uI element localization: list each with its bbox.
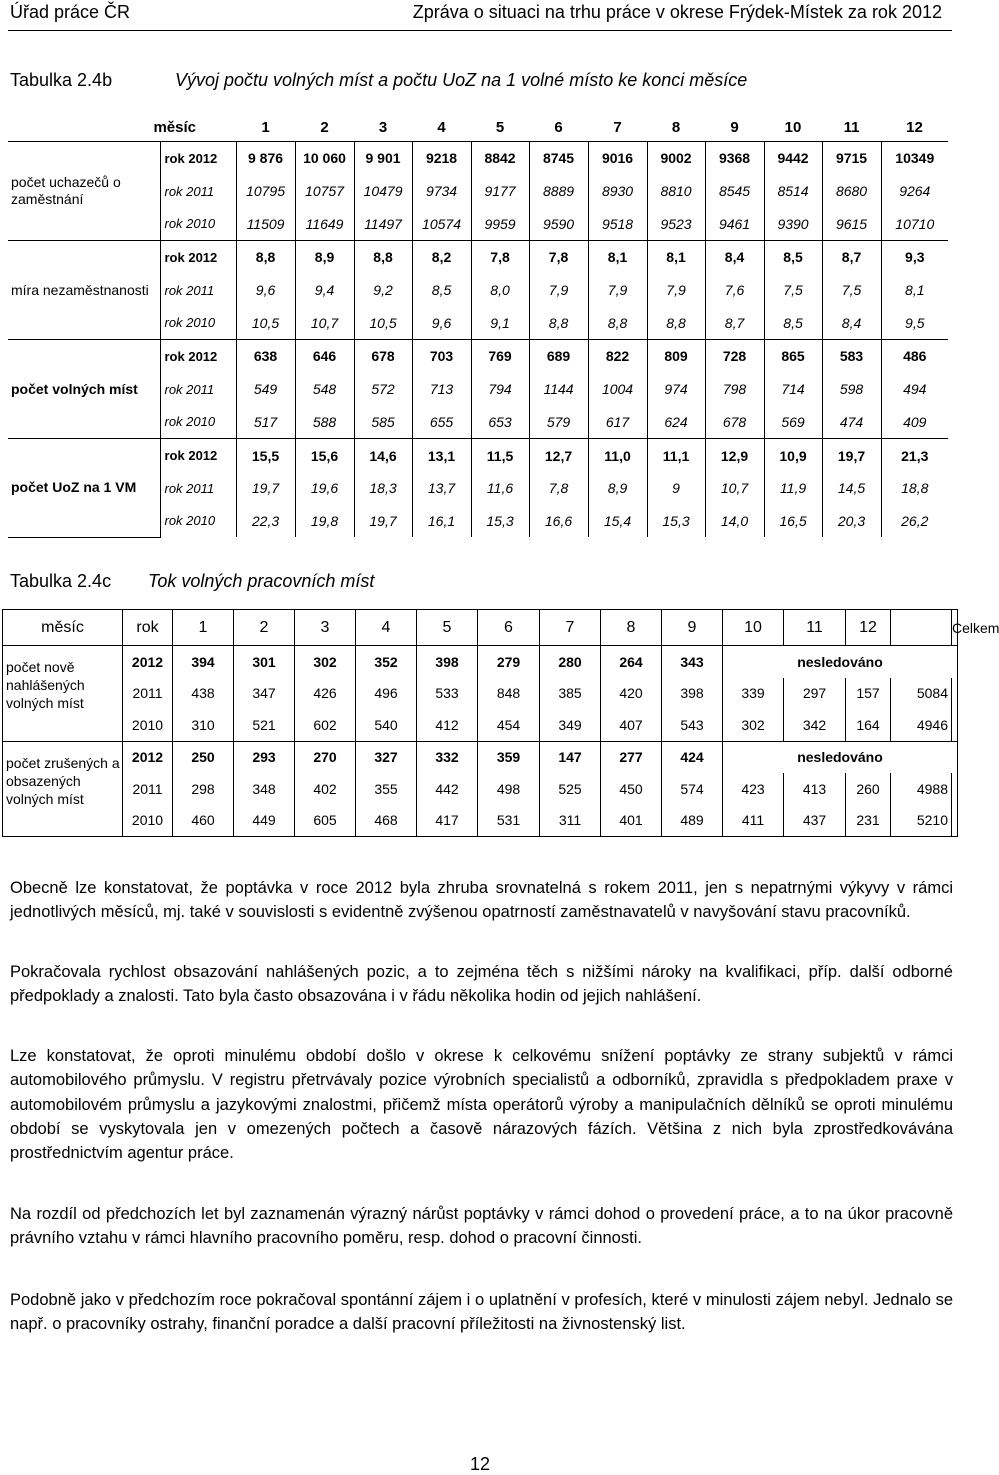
table-cell: 8,4 xyxy=(705,241,764,274)
table-cell: 449 xyxy=(234,805,295,837)
table-cell: 279 xyxy=(478,646,540,678)
table-cell: 8,1 xyxy=(905,282,925,299)
table-cell: 588 xyxy=(295,406,354,439)
total-cell: 4946 xyxy=(891,709,952,741)
not-tracked-note: nesledováno xyxy=(723,741,958,773)
table-cell: 270 xyxy=(295,741,356,773)
table-cell: 678 xyxy=(354,340,412,373)
table-cell: 10,5 xyxy=(236,306,295,339)
year-label: rok 2012 xyxy=(160,340,236,373)
table-cell: 164 xyxy=(846,709,891,741)
table-cell: 494 xyxy=(903,381,927,398)
header-gap xyxy=(891,610,952,646)
table-cell: 8,8 xyxy=(529,306,588,339)
table-cell: 311 xyxy=(540,805,601,837)
table-cell: 9218 xyxy=(412,142,471,175)
table-cell: 11,1 xyxy=(647,439,705,472)
month-col-header: 10 xyxy=(723,610,784,646)
table-cell: 409 xyxy=(903,413,927,430)
month-col-header: 3 xyxy=(295,610,356,646)
month-col-header: 7 xyxy=(588,113,647,142)
not-tracked-note: nesledováno xyxy=(797,653,883,670)
table-cell: 302 xyxy=(295,646,356,678)
table-cell: 250 xyxy=(173,741,234,773)
table-cell: 496 xyxy=(356,678,417,710)
table-cell: 26,2 xyxy=(901,512,929,529)
table-cell: 401 xyxy=(601,805,662,837)
table-cell: 974 xyxy=(647,373,705,406)
table-4c-caption xyxy=(10,571,950,595)
month-col-header: 5 xyxy=(471,113,529,142)
table-row xyxy=(8,142,948,175)
table-cell: 15,5 xyxy=(236,439,295,472)
table-cell: 385 xyxy=(540,678,601,710)
table-cell: 7,8 xyxy=(471,241,529,274)
table-row xyxy=(3,773,958,805)
table-cell: 8,2 xyxy=(412,241,471,274)
table-row xyxy=(8,340,948,373)
table-cell: 714 xyxy=(764,373,822,406)
table-cell: 264 xyxy=(601,646,662,678)
table-cell: 8,0 xyxy=(471,274,529,307)
table-cell: 517 xyxy=(236,406,295,439)
table-cell: 525 xyxy=(540,773,601,805)
year-label: rok 2012 xyxy=(160,439,236,472)
year-label: rok 2010 xyxy=(160,505,236,538)
table-cell: 9177 xyxy=(471,175,529,208)
table-cell: 18,3 xyxy=(354,472,412,505)
year-label: 2010 xyxy=(123,805,173,837)
table-row xyxy=(3,709,958,741)
table-cell: 359 xyxy=(478,741,540,773)
table-cell: 9734 xyxy=(412,175,471,208)
month-col-header: 6 xyxy=(478,610,540,646)
table-cell: 9002 xyxy=(647,142,705,175)
table-cell: 574 xyxy=(662,773,723,805)
table-cell: 298 xyxy=(173,773,234,805)
table-cell: 7,6 xyxy=(705,274,764,307)
table-cell: 678 xyxy=(705,406,764,439)
total-cell: 4988 xyxy=(891,773,952,805)
table-cell: 14,5 xyxy=(822,472,881,505)
table-cell: 19,6 xyxy=(295,472,354,505)
table-cell: 9959 xyxy=(471,207,529,240)
table-cell: 343 xyxy=(662,646,723,678)
month-col-header: 5 xyxy=(417,610,478,646)
table-cell: 442 xyxy=(417,773,478,805)
table-cell: 653 xyxy=(471,406,529,439)
table-cell: 438 xyxy=(173,678,234,710)
table-cell: 10,7 xyxy=(705,472,764,505)
table-cell: 420 xyxy=(601,678,662,710)
header-right: Zpráva o situaci na trhu práce v okrese Frýdek-Místek za rok 2012 xyxy=(412,2,942,22)
table-cell: 8,5 xyxy=(764,241,822,274)
table-cell: 822 xyxy=(588,340,647,373)
table-cell: 16,5 xyxy=(764,505,822,538)
table-cell: 8,1 xyxy=(588,241,647,274)
table-cell: 8,1 xyxy=(647,241,705,274)
table-cell: 12,7 xyxy=(529,439,588,472)
table-cell: 498 xyxy=(478,773,540,805)
table-cell: 10349 xyxy=(881,142,948,175)
year-label: rok 2010 xyxy=(160,207,236,240)
table-cell: 10479 xyxy=(354,175,412,208)
table-4b-title: Vývoj počtu volných míst a počtu UoZ na 1 volné místo ke konci měsíce xyxy=(175,70,748,90)
table-cell: 15,4 xyxy=(588,505,647,538)
year-label: 2010 xyxy=(123,709,173,741)
table-cell: 157 xyxy=(846,678,891,710)
total-cell: 5084 xyxy=(891,678,952,710)
table-cell: 486 xyxy=(881,340,948,373)
table-cell: 302 xyxy=(723,709,784,741)
table-cell: 19,7 xyxy=(236,472,295,505)
table-cell: 703 xyxy=(412,340,471,373)
month-col-header: 2 xyxy=(295,113,354,142)
row-group-label: počet uchazečů o zaměstnání xyxy=(8,142,160,241)
table-cell: 9390 xyxy=(764,207,822,240)
page-number: 12 xyxy=(469,1454,491,1474)
total-header: Celkem xyxy=(952,610,958,646)
year-label: rok 2011 xyxy=(160,274,236,307)
month-col-header: 9 xyxy=(705,113,764,142)
table-cell: 15,6 xyxy=(295,439,354,472)
table-cell: 7,8 xyxy=(529,241,588,274)
table-cell: 9,2 xyxy=(354,274,412,307)
table-cell: 15,3 xyxy=(471,505,529,538)
table-cell: 9 xyxy=(647,472,705,505)
year-label: rok 2011 xyxy=(160,175,236,208)
table-cell: 713 xyxy=(412,373,471,406)
table-cell: 19,7 xyxy=(822,439,881,472)
year-label: rok 2011 xyxy=(160,472,236,505)
table-cell: 655 xyxy=(412,406,471,439)
table-cell: 624 xyxy=(647,406,705,439)
table-cell: 411 xyxy=(723,805,784,837)
table-cell: 8,7 xyxy=(822,241,881,274)
table-cell: 417 xyxy=(417,805,478,837)
month-col-header: 12 xyxy=(881,113,948,142)
year-label: rok 2010 xyxy=(160,406,236,439)
table-cell: 521 xyxy=(234,709,295,741)
table-cell: 10710 xyxy=(895,215,935,232)
month-col-header: 2 xyxy=(234,610,295,646)
paragraph: Na rozdíl od předchozích let byl zaznamenán výrazný nárůst poptávky v rámci dohod o provedení práce, a to na úkor pracovně právního vztahu v rámci hlavního pracovního poměru, resp. dohod o pracovní činnosti. xyxy=(10,1205,953,1248)
table-cell: 11497 xyxy=(354,207,412,240)
table-cell: 327 xyxy=(356,741,417,773)
table-cell: 10574 xyxy=(412,207,471,240)
table-4c xyxy=(2,609,999,837)
table-cell: 15,3 xyxy=(647,505,705,538)
table-cell: 11,5 xyxy=(471,439,529,472)
table-cell: 689 xyxy=(529,340,588,373)
table-cell: 339 xyxy=(723,678,784,710)
table-cell: 231 xyxy=(846,805,891,837)
paragraph: Obecně lze konstatovat, že poptávka v roce 2012 byla zhruba srovnatelná s rokem 2011, jen s nepatrnými výkyvy v rámci jednotlivých měsíců, mj. také v souvislosti s evidentně zvýšenou opatrností zaměstnavatelů v navyšování stavu pracovníků. xyxy=(10,879,953,922)
month-col-header: 3 xyxy=(354,113,412,142)
table-4b-label: Tabulka 2.4b xyxy=(10,70,113,90)
table-cell: 533 xyxy=(417,678,478,710)
month-col-header: 6 xyxy=(529,113,588,142)
table-cell: 9368 xyxy=(705,142,764,175)
month-col-header: 11 xyxy=(822,113,881,142)
year-label: 2011 xyxy=(123,678,173,710)
table-cell: 332 xyxy=(417,741,478,773)
table-cell: 8745 xyxy=(529,142,588,175)
table-cell: 8,9 xyxy=(588,472,647,505)
table-cell: 423 xyxy=(723,773,784,805)
table-cell: 489 xyxy=(662,805,723,837)
table-cell: 8,8 xyxy=(354,241,412,274)
row-group-label: počet nově nahlášených volných míst xyxy=(3,646,123,742)
table-cell: 569 xyxy=(764,406,822,439)
table-4b xyxy=(8,113,948,538)
year-label: 2012 xyxy=(123,741,173,773)
table-row xyxy=(8,241,948,274)
table-cell: 14,0 xyxy=(705,505,764,538)
table-row xyxy=(8,439,948,472)
table-cell: 7,9 xyxy=(529,274,588,307)
table-cell: 9615 xyxy=(822,207,881,240)
table-cell: 8,5 xyxy=(764,306,822,339)
table-cell: 8842 xyxy=(471,142,529,175)
table-cell: 9,6 xyxy=(236,274,295,307)
table-cell: 572 xyxy=(354,373,412,406)
month-col-header: 10 xyxy=(764,113,822,142)
table-4c-title: Tok volných pracovních míst xyxy=(148,571,375,591)
table-cell: 22,3 xyxy=(236,505,295,538)
table-cell: 10795 xyxy=(236,175,295,208)
table-cell: 424 xyxy=(662,741,723,773)
table-row xyxy=(3,741,958,773)
month-col-header: 8 xyxy=(647,113,705,142)
table-cell: 352 xyxy=(356,646,417,678)
table-cell: 9264 xyxy=(899,183,931,200)
month-col-header: 7 xyxy=(540,610,601,646)
table-cell: 18,8 xyxy=(901,480,929,497)
table-cell: 10 060 xyxy=(295,142,354,175)
table-cell: 407 xyxy=(601,709,662,741)
table-cell: 8889 xyxy=(529,175,588,208)
table-cell: 402 xyxy=(295,773,356,805)
table-cell: 310 xyxy=(173,709,234,741)
table-cell: 549 xyxy=(236,373,295,406)
table-cell: 579 xyxy=(529,406,588,439)
table-cell: 19,7 xyxy=(354,505,412,538)
paragraph: Pokračovala rychlost obsazování nahlášených pozic, a to zejména těch s nižšími nároky na kvalifikaci, příp. další odborné předpoklady a znalosti. Tato byla často obsazována i v řádu několika hodin od jejich nahlášení. xyxy=(10,963,953,1006)
table-cell: 8545 xyxy=(705,175,764,208)
table-cell: 11,6 xyxy=(471,472,529,505)
table-cell: 9,5 xyxy=(905,314,925,331)
table-cell: 394 xyxy=(173,646,234,678)
table-cell: 8,8 xyxy=(588,306,647,339)
table-cell: 10,9 xyxy=(764,439,822,472)
month-col-header: 9 xyxy=(662,610,723,646)
year-label: rok 2010 xyxy=(160,306,236,339)
table-cell: 7,8 xyxy=(529,472,588,505)
table-cell: 638 xyxy=(236,340,295,373)
table-cell: 10,7 xyxy=(295,306,354,339)
year-label: 2011 xyxy=(123,773,173,805)
table-cell: 11649 xyxy=(295,207,354,240)
table-cell: 602 xyxy=(295,709,356,741)
year-header: rok xyxy=(123,610,173,646)
table-cell: 646 xyxy=(295,340,354,373)
table-cell: 20,3 xyxy=(822,505,881,538)
table-cell: 9,3 xyxy=(881,241,948,274)
table-cell: 454 xyxy=(478,709,540,741)
table-cell: 1004 xyxy=(588,373,647,406)
header-left: Úřad práce ČR xyxy=(10,2,131,22)
table-cell: 348 xyxy=(234,773,295,805)
table-header-row xyxy=(3,610,958,646)
table-cell: 13,1 xyxy=(412,439,471,472)
table-cell: 347 xyxy=(234,678,295,710)
month-header: měsíc xyxy=(8,113,236,142)
table-cell: 398 xyxy=(662,678,723,710)
table-cell: 342 xyxy=(784,709,846,741)
total-cell: 5210 xyxy=(891,805,952,837)
year-label: rok 2011 xyxy=(160,373,236,406)
table-cell: 8,4 xyxy=(822,306,881,339)
paragraph: Podobně jako v předchozím roce pokračoval spontánní zájem i o uplatnění v profesích, které v minulosti zájem nebyl. Jednalo se např. o pracovníky ostrahy, finanční poradce a další pracovní příležitosti na živnostenský list. xyxy=(10,1291,953,1334)
row-group-label: počet UoZ na 1 VM xyxy=(8,439,160,538)
table-cell: 543 xyxy=(662,709,723,741)
table-cell: 7,9 xyxy=(647,274,705,307)
table-cell: 8514 xyxy=(764,175,822,208)
month-col-header: 11 xyxy=(784,610,846,646)
table-cell: 297 xyxy=(784,678,846,710)
table-cell: 9016 xyxy=(588,142,647,175)
table-cell: 413 xyxy=(784,773,846,805)
table-cell: 531 xyxy=(478,805,540,837)
table-cell: 9715 xyxy=(822,142,881,175)
table-cell: 585 xyxy=(354,406,412,439)
table-4c-label: Tabulka 2.4c xyxy=(10,571,112,591)
table-cell: 11509 xyxy=(236,207,295,240)
table-cell: 617 xyxy=(588,406,647,439)
table-cell: 16,6 xyxy=(529,505,588,538)
table-cell: 355 xyxy=(356,773,417,805)
table-cell: 12,9 xyxy=(705,439,764,472)
table-cell: 11,0 xyxy=(588,439,647,472)
table-cell: 13,7 xyxy=(412,472,471,505)
table-cell: 9442 xyxy=(764,142,822,175)
table-cell: 16,1 xyxy=(412,505,471,538)
table-cell: 9461 xyxy=(705,207,764,240)
table-cell: 7,5 xyxy=(822,274,881,307)
row-group-label: počet zrušených a obsazených volných míst xyxy=(3,741,123,837)
table-row xyxy=(3,805,958,837)
table-cell: 8,5 xyxy=(412,274,471,307)
table-cell: 280 xyxy=(540,646,601,678)
table-cell: 260 xyxy=(846,773,891,805)
table-4b-caption xyxy=(10,70,950,94)
table-cell: 11,9 xyxy=(764,472,822,505)
table-cell: 398 xyxy=(417,646,478,678)
month-col-header: 4 xyxy=(356,610,417,646)
table-cell: 9 876 xyxy=(236,142,295,175)
table-cell: 540 xyxy=(356,709,417,741)
table-cell: 450 xyxy=(601,773,662,805)
table-cell: 1144 xyxy=(529,373,588,406)
table-cell: 301 xyxy=(234,646,295,678)
year-label: 2012 xyxy=(123,646,173,678)
table-cell: 7,9 xyxy=(588,274,647,307)
table-cell: 147 xyxy=(540,741,601,773)
table-cell: 460 xyxy=(173,805,234,837)
table-cell: 10757 xyxy=(295,175,354,208)
table-cell: 8,7 xyxy=(705,306,764,339)
table-cell: 10,5 xyxy=(354,306,412,339)
table-cell: 7,5 xyxy=(764,274,822,307)
table-row xyxy=(3,678,958,710)
table-cell: 474 xyxy=(822,406,881,439)
table-cell: 9518 xyxy=(588,207,647,240)
paragraph: Lze konstatovat, že oproti minulému období došlo v okrese k celkovému snížení poptávky ze strany subjektů v rámci automobilového průmyslu. V registru přetrvávaly pozice výrobních specialistů a odborníků, zpravidla s předpokladem praxe v automobilovém průmyslu a jazykovými znalostmi, přičemž místa operátorů výroby a manipulačních dělníků se oproti minulému období se vyskytovala jen v omezených počtech a časově nárazových fázích. Většina z nich byla zprostředkovávána prostřednictvím agentur práce. xyxy=(10,1047,953,1163)
table-cell: 728 xyxy=(705,340,764,373)
row-group-label: míra nezaměstnanosti xyxy=(8,241,160,340)
table-cell: 277 xyxy=(601,741,662,773)
month-col-header: 8 xyxy=(601,610,662,646)
table-cell: 9,1 xyxy=(471,306,529,339)
table-cell: 468 xyxy=(356,805,417,837)
table-cell: 605 xyxy=(295,805,356,837)
year-label: rok 2012 xyxy=(160,241,236,274)
table-cell: 9590 xyxy=(529,207,588,240)
table-cell: 293 xyxy=(234,741,295,773)
table-cell: 8,8 xyxy=(236,241,295,274)
table-cell: 8930 xyxy=(588,175,647,208)
table-cell: 9,4 xyxy=(295,274,354,307)
table-cell: 583 xyxy=(822,340,881,373)
month-header: měsíc xyxy=(3,610,123,646)
header-rule xyxy=(8,30,952,31)
month-col-header: 12 xyxy=(846,610,891,646)
table-cell: 8810 xyxy=(647,175,705,208)
table-cell: 798 xyxy=(705,373,764,406)
table-cell: 598 xyxy=(822,373,881,406)
table-cell: 21,3 xyxy=(881,439,948,472)
month-col-header: 4 xyxy=(412,113,471,142)
table-cell: 848 xyxy=(478,678,540,710)
month-col-header: 1 xyxy=(173,610,234,646)
month-col-header: 1 xyxy=(236,113,295,142)
table-header-row xyxy=(8,113,948,142)
table-cell: 8,8 xyxy=(647,306,705,339)
table-cell: 548 xyxy=(295,373,354,406)
table-cell: 19,8 xyxy=(295,505,354,538)
table-cell: 794 xyxy=(471,373,529,406)
table-cell: 9 901 xyxy=(354,142,412,175)
table-cell: 8680 xyxy=(822,175,881,208)
table-cell: 14,6 xyxy=(354,439,412,472)
table-cell: 769 xyxy=(471,340,529,373)
table-cell: 9523 xyxy=(647,207,705,240)
year-label: rok 2012 xyxy=(160,142,236,175)
table-cell: 865 xyxy=(764,340,822,373)
table-cell: 412 xyxy=(417,709,478,741)
table-cell: 9,6 xyxy=(412,306,471,339)
row-group-label: počet volných míst xyxy=(8,340,160,439)
table-cell: 426 xyxy=(295,678,356,710)
table-cell: 349 xyxy=(540,709,601,741)
table-cell: 8,9 xyxy=(295,241,354,274)
table-row xyxy=(3,646,958,678)
table-cell: 437 xyxy=(784,805,846,837)
table-cell: 809 xyxy=(647,340,705,373)
